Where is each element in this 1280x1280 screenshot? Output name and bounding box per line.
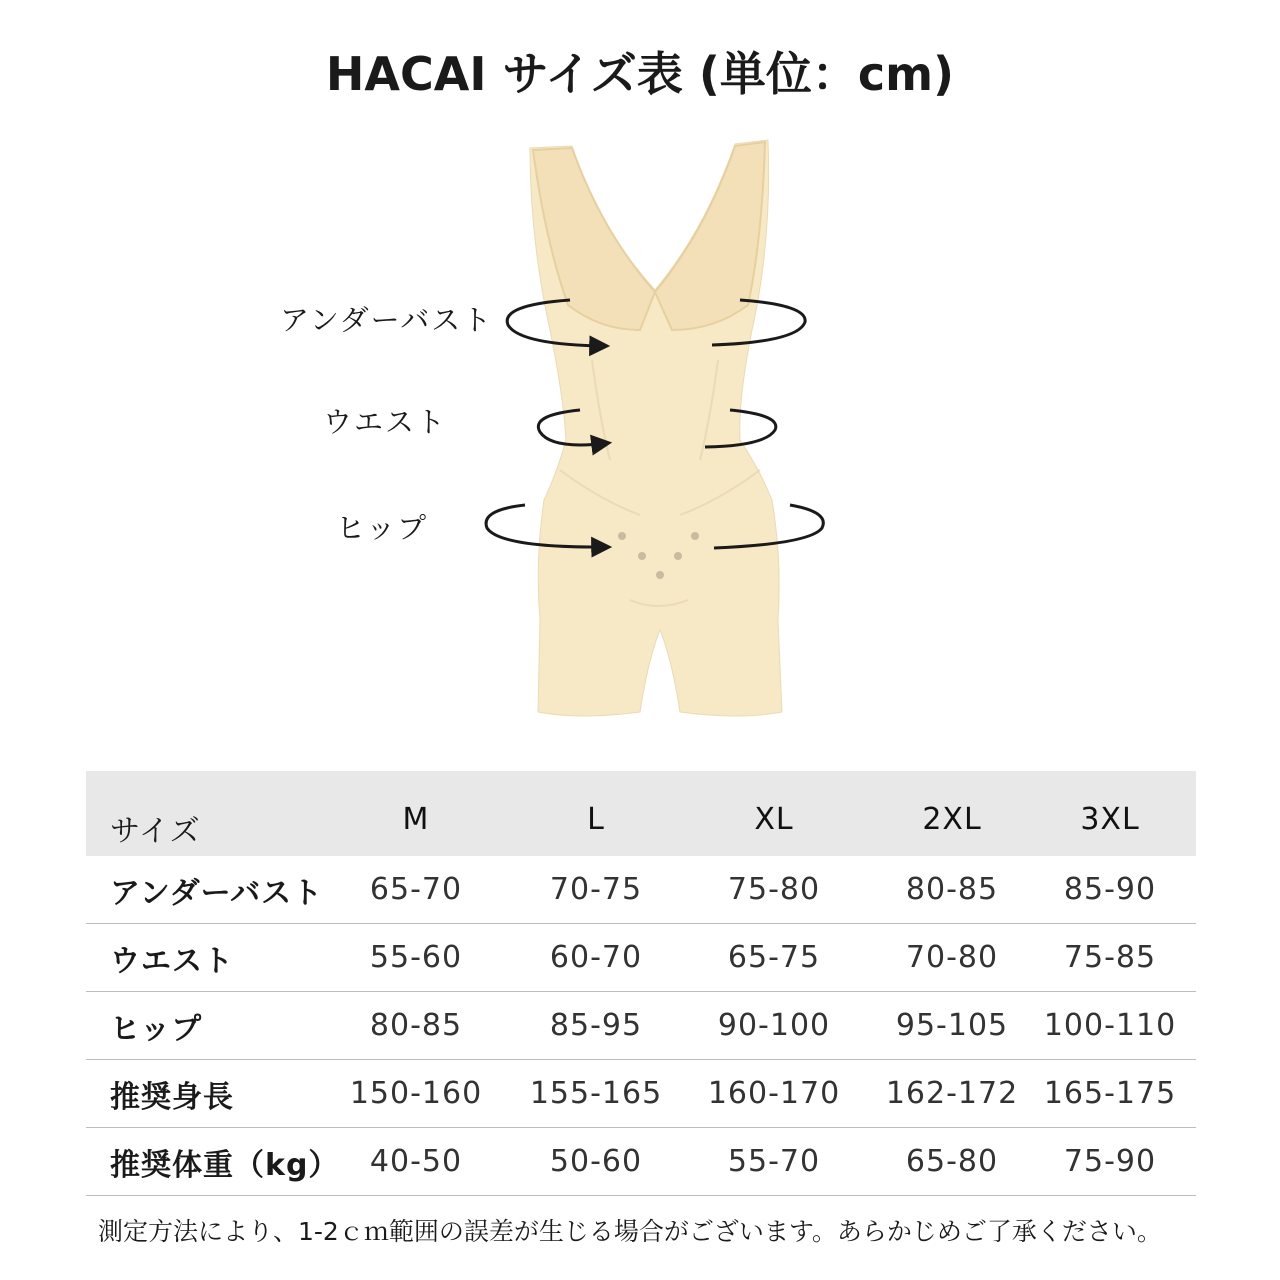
table-cell: 80-85 xyxy=(369,1008,463,1043)
table-cell: 162-172 xyxy=(885,1076,1019,1111)
table-cell: 75-90 xyxy=(1063,1144,1157,1179)
table-cell: 85-90 xyxy=(1063,872,1157,907)
table-header-row xyxy=(86,771,1196,856)
table-cell: 150-160 xyxy=(349,1076,483,1111)
table-row xyxy=(86,992,1196,1060)
table-cell: 155-165 xyxy=(529,1076,663,1111)
table-row xyxy=(86,1060,1196,1128)
row-label: アンダーバスト xyxy=(110,875,324,911)
table-cell: 55-70 xyxy=(727,1144,821,1179)
table-row xyxy=(86,856,1196,924)
size-table xyxy=(86,771,1196,1196)
row-label: 推奨身長 xyxy=(110,1079,234,1115)
table-cell: 75-85 xyxy=(1063,940,1157,975)
table-cell: 160-170 xyxy=(707,1076,841,1111)
size-2xl: 2XL xyxy=(922,802,982,837)
footnote: 測定方法により、1-2ｃｍ範囲の誤差が生じる場合がございます。あらかじめご了承ください。 xyxy=(98,1217,1162,1246)
table-cell: 40-50 xyxy=(369,1144,463,1179)
table-cell: 60-70 xyxy=(549,940,643,975)
table-cell: 100-110 xyxy=(1043,1008,1177,1043)
table-cell: 165-175 xyxy=(1043,1076,1177,1111)
table-row xyxy=(86,924,1196,992)
table-cell: 80-85 xyxy=(905,872,999,907)
size-l: L xyxy=(587,802,605,837)
table-cell: 95-105 xyxy=(895,1008,1009,1043)
table-cell: 90-100 xyxy=(717,1008,831,1043)
label-waist: ウエスト xyxy=(323,405,448,439)
size-xl: XL xyxy=(754,802,794,837)
header-label: サイズ xyxy=(110,813,201,849)
table-cell: 75-80 xyxy=(727,872,821,907)
row-label: 推奨体重（kg） xyxy=(110,1147,340,1183)
row-label: ヒップ xyxy=(110,1011,203,1047)
table-cell: 50-60 xyxy=(549,1144,643,1179)
label-underbust: アンダーバスト xyxy=(280,303,494,337)
table-cell: 65-80 xyxy=(905,1144,999,1179)
row-label: ウエスト xyxy=(110,943,234,979)
table-cell: 85-95 xyxy=(549,1008,643,1043)
table-cell: 70-80 xyxy=(905,940,999,975)
table-cell: 55-60 xyxy=(369,940,463,975)
table-cell: 65-75 xyxy=(727,940,821,975)
table-cell: 70-75 xyxy=(549,872,643,907)
table-row xyxy=(86,1128,1196,1196)
page-title: HACAI サイズ表 (単位：cm) xyxy=(325,47,955,101)
table-cell: 65-70 xyxy=(369,872,463,907)
size-3xl: 3XL xyxy=(1080,802,1140,837)
size-m: M xyxy=(402,802,430,837)
label-hip: ヒップ xyxy=(336,511,429,545)
